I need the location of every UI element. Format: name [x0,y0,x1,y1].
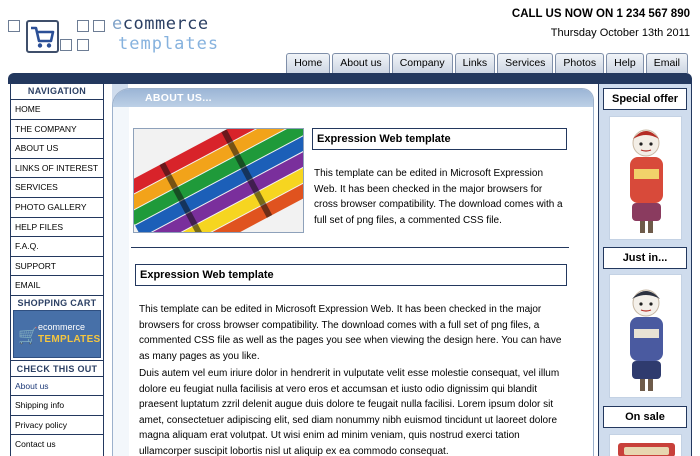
tab-about-us[interactable]: About us [332,53,389,73]
logo-wordmark-templates: templates [118,34,220,54]
sidebar-item-links-of-interest[interactable]: LINKS OF INTEREST [11,158,103,178]
logo-wordmark-ecommerce [112,14,209,34]
on-sale-product-image[interactable] [609,434,682,456]
logo-square-decoration [8,20,20,32]
main-heading-bar [113,89,593,107]
check-this-out-heading: CHECK THIS OUT [11,360,103,376]
logo-square-decoration [77,20,89,32]
link-about-us[interactable]: About us [11,376,103,396]
current-date: Thursday October 13th 2011 [550,27,690,39]
crayons-photo [133,128,304,233]
left-sidebar [10,84,104,456]
tab-services[interactable]: Services [497,53,553,73]
intro-paragraph: This template can be edited in Microsoft Expression Web. It has been checked in the major browsers for cross browser compatibility. The download comes with a full set of png files, a commented CSS file. [314,166,566,228]
tab-photos[interactable]: Photos [555,53,604,73]
link-contact-us[interactable]: Contact us [11,434,103,454]
sidebar-item-photo-gallery[interactable]: PHOTO GALLERY [11,197,103,217]
special-offer-heading: Special offer [603,88,687,110]
body-paragraph-1: This template can be edited in Microsoft Expression Web. It has been checked in the major browsers for cross browser compatibility. The download comes with a full set of png files, a commented CSS file as well as the pages you see when viewing the design here. You can have as many pages as you like. [139,302,567,364]
section-title-expression-web: Expression Web template [312,128,567,150]
logo-wordmark-rest: commerce [122,14,209,34]
content-divider [131,247,569,248]
top-navigation [284,53,688,73]
section-title-expression-web-2: Expression Web template [135,264,567,286]
right-sidebar [598,84,692,456]
logo-square-decoration [77,39,89,51]
shopping-cart-heading: SHOPPING CART [11,295,103,310]
tab-links[interactable]: Links [455,53,496,73]
tab-email[interactable]: Email [646,53,688,73]
sidebar-item-about-us[interactable]: ABOUT US [11,138,103,158]
logo-wordmark-lead: e [112,14,123,34]
sidebar-item-help-files[interactable]: HELP FILES [11,217,103,237]
sidebar-item-email[interactable]: EMAIL [11,275,103,295]
banner-line-templates: TEMPLATES [38,333,101,345]
tab-home[interactable]: Home [286,53,330,73]
call-us-text: CALL US NOW ON 1 234 567 890 [511,8,690,20]
tab-help[interactable]: Help [606,53,644,73]
sidebar-item-faq[interactable]: F.A.Q. [11,236,103,256]
body-paragraph-2: Duis autem vel eum iriure dolor in hendrerit in vulputate velit esse molestie consequat, vel illum dolore eu feugiat nulla facilisis at vero eros et accumsan et iusto odio dignissim qui blandit praesent luptatum zzril delenit augue duis dolore te feugait nulla facilisi. Lorem ipsum dolor sit amet, consectetuer adipiscing elit, sed diam nonummy nibh euismod tincidunt ut laoreet dolore magna aliquam erat volutpat. Ut wisi enim ad minim veniam, quis nostrud exerci tation ullamcorper suscipit lobortis nisl ut aliquip ex ea commodo consequat. [139,366,567,456]
on-sale-heading: On sale [603,406,687,428]
page-title: ABOUT US... [145,92,212,104]
logo-cart-icon [26,20,59,53]
sidebar-item-services[interactable]: SERVICES [11,177,103,197]
link-privacy-policy[interactable]: Privacy policy [11,415,103,435]
sidebar-item-home[interactable]: HOME [11,99,103,119]
link-shipping-info[interactable]: Shipping info [11,395,103,415]
header-divider-bar [8,73,692,84]
just-in-product-image[interactable] [609,274,682,398]
special-offer-product-image[interactable] [609,116,682,240]
site-logo[interactable] [8,14,220,60]
navigation-heading: NAVIGATION [11,84,103,99]
ecommerce-templates-banner[interactable] [13,310,101,358]
banner-line-ecommerce: ecommerce [38,321,86,332]
shopping-cart-icon: 🛒 [18,325,38,345]
sidebar-item-support[interactable]: SUPPORT [11,256,103,276]
just-in-heading: Just in... [603,247,687,269]
sidebar-item-the-company[interactable]: THE COMPANY [11,119,103,139]
logo-square-decoration [60,39,72,51]
logo-square-decoration [93,20,105,32]
tab-company[interactable]: Company [392,53,453,73]
